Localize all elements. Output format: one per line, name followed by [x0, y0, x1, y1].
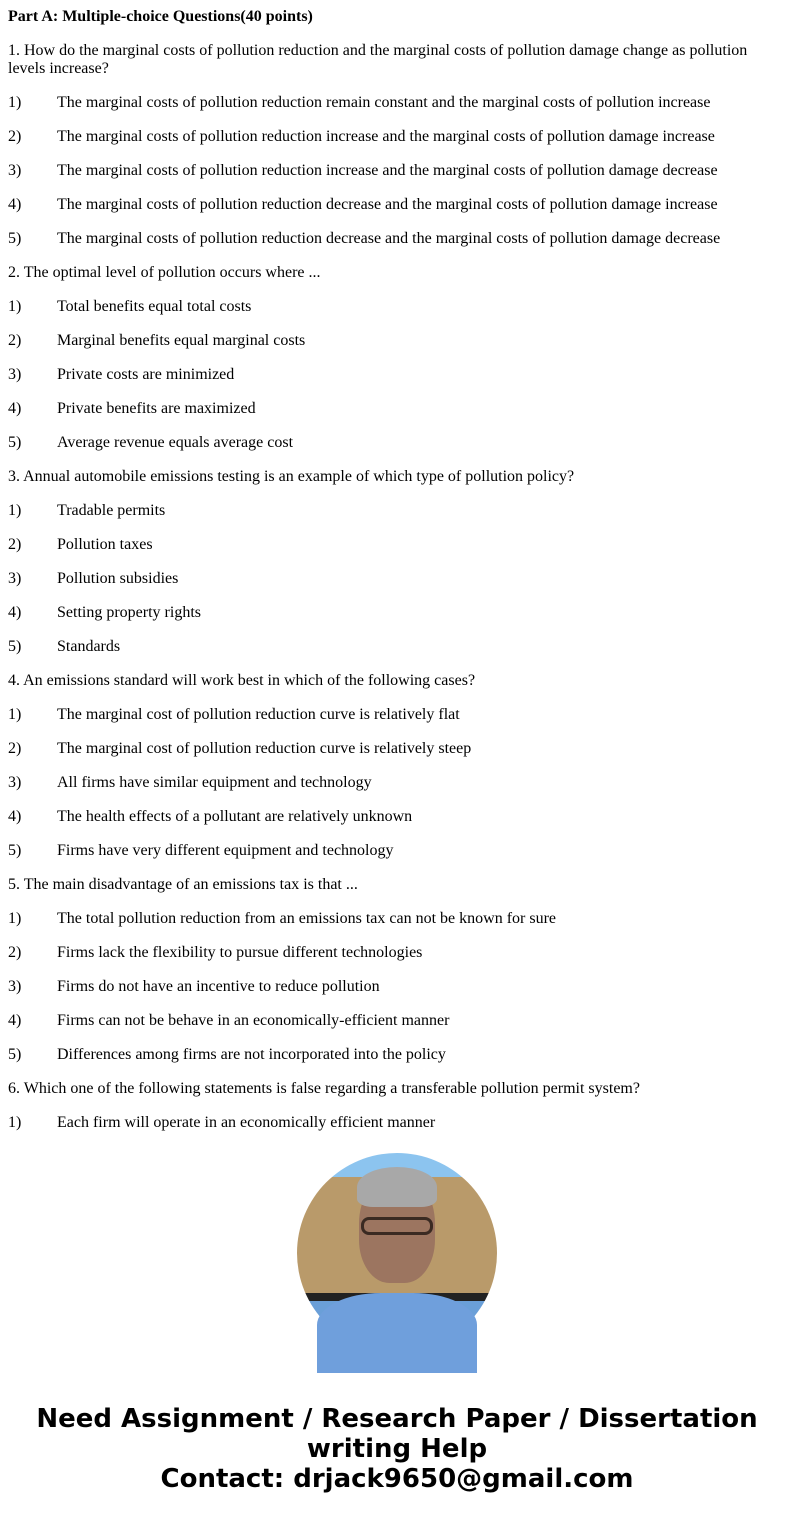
option-number: 2): [8, 332, 22, 349]
answer-option: [8, 434, 786, 452]
option-text: Tradable permits: [57, 502, 166, 519]
question-text: 4. An emissions standard will work best in which of the following cases?: [8, 672, 476, 689]
option-number: 1): [8, 910, 22, 927]
answer-option: [8, 128, 786, 146]
option-text: The health effects of a pollutant are relatively unknown: [57, 808, 413, 825]
option-text: Average revenue equals average cost: [57, 434, 294, 451]
option-text: The marginal costs of pollution reduction remain constant and the marginal costs of pollution increase: [57, 94, 711, 111]
option-text: The marginal costs of pollution reduction decrease and the marginal costs of pollution damage decrease: [57, 230, 721, 247]
answer-option: [8, 1046, 786, 1064]
option-text: All firms have similar equipment and technology: [57, 774, 372, 791]
answer-option: [8, 400, 786, 418]
answer-option: [8, 502, 786, 520]
section-title: Part A: Multiple-choice Questions(40 points): [8, 8, 313, 25]
option-number: 5): [8, 638, 22, 655]
question-list: [8, 42, 786, 1132]
option-text: The marginal cost of pollution reduction curve is relatively flat: [57, 706, 460, 723]
option-text: Firms can not be behave in an economically-efficient manner: [57, 1012, 450, 1029]
answer-option: [8, 366, 786, 384]
option-text: Private costs are minimized: [57, 366, 235, 383]
option-number: 4): [8, 808, 22, 825]
help-text: Need Assignment / Research Paper / Dissertation writing Help: [36, 1404, 758, 1464]
contact-email: Contact: drjack9650@gmail.com: [160, 1464, 634, 1494]
answer-option: [8, 842, 786, 860]
option-text: Marginal benefits equal marginal costs: [57, 332, 306, 349]
option-text: Firms lack the flexibility to pursue different technologies: [57, 944, 423, 961]
answer-option: [8, 1114, 786, 1132]
answer-option: [8, 978, 786, 996]
answer-option: [8, 706, 786, 724]
question-text: 5. The main disadvantage of an emissions tax is that ...: [8, 876, 358, 893]
answer-option: [8, 94, 786, 112]
question-text: 1. How do the marginal costs of pollution reduction and the marginal costs of pollution damage change as pollution levels increase?: [8, 42, 748, 77]
contact-banner: [0, 1404, 794, 1494]
answer-option: [8, 570, 786, 588]
option-number: 4): [8, 1012, 22, 1029]
option-text: The total pollution reduction from an emissions tax can not be known for sure: [57, 910, 556, 927]
option-text: Firms do not have an incentive to reduce pollution: [57, 978, 380, 995]
option-number: 2): [8, 740, 22, 757]
option-number: 5): [8, 230, 22, 247]
answer-option: [8, 332, 786, 350]
option-number: 3): [8, 366, 22, 383]
option-number: 4): [8, 196, 22, 213]
option-number: 2): [8, 128, 22, 145]
option-number: 1): [8, 94, 22, 111]
option-text: Pollution taxes: [57, 536, 153, 553]
option-number: 1): [8, 298, 22, 315]
answer-option: [8, 298, 786, 316]
answer-option: [8, 774, 786, 792]
answer-option: [8, 230, 786, 248]
option-text: Total benefits equal total costs: [57, 298, 252, 315]
option-text: The marginal costs of pollution reduction increase and the marginal costs of pollution damage increase: [57, 128, 715, 145]
option-number: 3): [8, 774, 22, 791]
option-number: 2): [8, 536, 22, 553]
option-number: 1): [8, 1114, 22, 1131]
option-text: Private benefits are maximized: [57, 400, 256, 417]
answer-option: [8, 808, 786, 826]
option-text: Differences among firms are not incorporated into the policy: [57, 1046, 446, 1063]
avatar-photo: [297, 1153, 497, 1353]
option-text: Each firm will operate in an economically efficient manner: [57, 1114, 436, 1131]
option-number: 2): [8, 944, 22, 961]
option-number: 1): [8, 502, 22, 519]
option-number: 5): [8, 1046, 22, 1063]
answer-option: [8, 604, 786, 622]
option-text: Pollution subsidies: [57, 570, 179, 587]
option-number: 3): [8, 978, 22, 995]
answer-option: [8, 536, 786, 554]
option-number: 5): [8, 434, 22, 451]
option-number: 1): [8, 706, 22, 723]
option-text: Firms have very different equipment and technology: [57, 842, 394, 859]
option-number: 5): [8, 842, 22, 859]
question-text: 2. The optimal level of pollution occurs where ...: [8, 264, 321, 281]
answer-option: [8, 740, 786, 758]
option-number: 4): [8, 400, 22, 417]
answer-option: [8, 944, 786, 962]
answer-option: [8, 196, 786, 214]
question-text: 6. Which one of the following statements is false regarding a transferable pollution permit system?: [8, 1080, 640, 1097]
option-text: Setting property rights: [57, 604, 201, 621]
option-text: Standards: [57, 638, 121, 655]
option-text: The marginal costs of pollution reduction increase and the marginal costs of pollution damage decrease: [57, 162, 718, 179]
answer-option: [8, 1012, 786, 1030]
answer-option: [8, 910, 786, 928]
answer-option: [8, 638, 786, 656]
option-number: 3): [8, 570, 22, 587]
option-number: 3): [8, 162, 22, 179]
option-number: 4): [8, 604, 22, 621]
option-text: The marginal cost of pollution reduction curve is relatively steep: [57, 740, 472, 757]
question-text: 3. Annual automobile emissions testing is an example of which type of pollution policy?: [8, 468, 575, 485]
option-text: The marginal costs of pollution reduction decrease and the marginal costs of pollution damage increase: [57, 196, 718, 213]
answer-option: [8, 162, 786, 180]
